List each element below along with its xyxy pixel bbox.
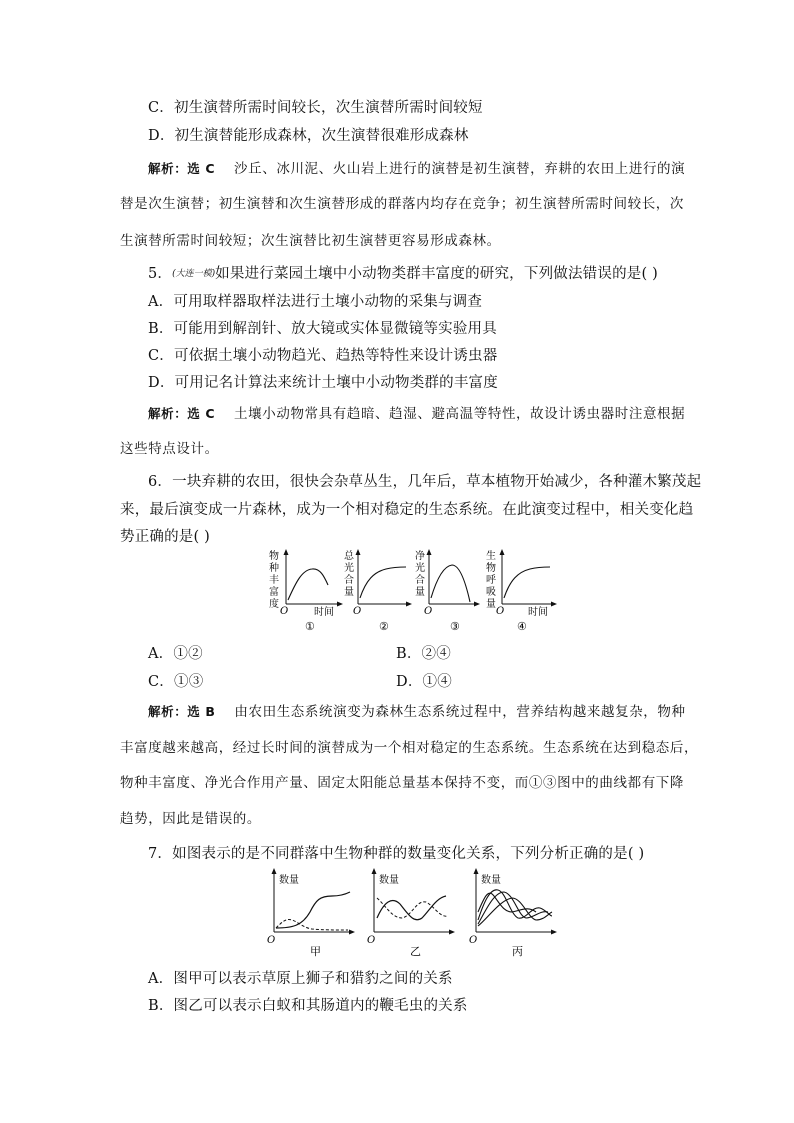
curve-rise-drop	[431, 565, 470, 602]
figure-1	[269, 549, 343, 633]
figure-number: ②	[379, 620, 389, 633]
x-axis-arrow	[349, 930, 355, 935]
analysis-lead: 解析：选 C	[148, 161, 216, 176]
option-c: C．初生演替所需时间较长，次生演替所需时间较短	[148, 100, 483, 116]
question-6-stem: 势正确的是( )	[120, 529, 211, 545]
analysis-line: 替是次生演替；初生演替和次生演替形成的群落内均存在竞争；初生演替所需时间较长，次	[120, 196, 684, 212]
figure-number: ④	[517, 620, 527, 633]
figure-4	[486, 549, 557, 633]
figure-bing	[469, 868, 557, 958]
curve-3	[478, 898, 552, 926]
figure-name: 丙	[512, 945, 523, 958]
ylabel-char: 物	[486, 563, 496, 574]
ylabel-char: 量	[486, 599, 496, 610]
option-a: A．可用取样器取样法进行土壤小动物的采集与调查	[148, 294, 483, 310]
figure-number: ①	[305, 620, 315, 633]
curve-solid	[276, 892, 350, 928]
origin-label: O	[496, 606, 505, 617]
origin-label: O	[353, 606, 362, 617]
option-b: B．②④	[396, 646, 451, 662]
y-axis-arrow	[500, 549, 505, 555]
question-5-stem	[148, 262, 658, 283]
option-d: D．初生演替能形成森林，次生演替很难形成森林	[148, 128, 469, 144]
option-a: A．①②	[148, 646, 203, 662]
ylabel-char: 合	[344, 575, 354, 586]
ylabel-char: 吸	[486, 587, 496, 598]
analysis-line	[148, 157, 685, 177]
ylabel: 数量	[279, 875, 299, 886]
ylabel-char: 净	[415, 551, 425, 562]
ylabel-char: 合	[415, 575, 425, 586]
analysis-line: 趋势，因此是错误的。	[120, 811, 261, 827]
y-axis-arrow	[356, 549, 361, 555]
ylabel-char: 量	[344, 587, 354, 598]
question-6-stem: 6．一块弃耕的农田，很快会杂草丛生，几年后，草本植物开始减少，各种灌木繁茂起	[148, 474, 702, 490]
figure-name: 甲	[310, 945, 321, 958]
y-axis-arrow	[372, 868, 377, 874]
x-axis-arrow	[449, 930, 455, 935]
figure-jia	[267, 868, 355, 958]
curve-rise-plateau	[360, 567, 406, 598]
option-d: D．可用记名计算法来统计土壤中小动物类群的丰富度	[148, 375, 498, 391]
y-axis-arrow	[272, 868, 277, 874]
ylabel-char: 丰	[269, 575, 279, 586]
ylabel-char: 总	[344, 551, 354, 562]
x-axis-arrow	[474, 602, 480, 607]
ylabel-char: 呼	[486, 575, 496, 586]
question-7-stem: 7．如图表示的是不同群落中生物种群的数量变化关系，下列分析正确的是( )	[148, 846, 645, 862]
option-b: B．图乙可以表示白蚁和其肠道内的鞭毛虫的关系	[148, 998, 468, 1014]
option-c: C．①③	[148, 674, 204, 690]
xlabel: 时间	[314, 607, 334, 618]
origin-label: O	[280, 606, 289, 617]
ylabel-char: 光	[344, 563, 354, 574]
y-axis-arrow	[427, 549, 432, 555]
x-axis-arrow	[551, 602, 557, 607]
figure-2	[344, 549, 412, 633]
source-tag: (大连一模)	[172, 269, 216, 279]
analysis-lead: 解析：选 C	[148, 406, 216, 421]
ylabel: 数量	[379, 875, 399, 886]
curve-rise-fall	[288, 569, 328, 600]
x-axis-arrow	[337, 602, 343, 607]
analysis-line	[148, 402, 685, 422]
analysis-line: 丰富度越来越高，经过长时间的演替成为一个相对稳定的生态系统。生态系统在达到稳态后，	[120, 740, 699, 756]
ylabel-char: 富	[269, 587, 279, 598]
origin-label: O	[424, 606, 433, 617]
option-d: D．①④	[396, 674, 452, 690]
origin-label: O	[367, 935, 376, 946]
y-axis-arrow	[474, 868, 479, 874]
curve-dashed	[276, 919, 348, 930]
ylabel-char: 光	[415, 563, 425, 574]
analysis-line	[148, 700, 686, 720]
analysis-text: 土壤小动物常具有趋暗、趋湿、避高温等特性，故设计诱虫器时注意根据	[234, 406, 686, 422]
curve-solid	[377, 896, 446, 920]
ylabel-char: 度	[269, 599, 279, 610]
x-axis-arrow	[406, 602, 412, 607]
analysis-line: 这些特点设计。	[120, 441, 219, 457]
question-text: 如果进行菜园土壤中小动物类群丰富度的研究，下列做法错误的是( )	[215, 266, 658, 282]
figure-yi	[367, 868, 455, 958]
analysis-lead: 解析：选 B	[148, 704, 216, 719]
analysis-line: 生演替所需时间较短；次生演替比初生演替更容易形成森林。	[120, 233, 501, 249]
ylabel-char: 生	[486, 551, 496, 562]
ylabel-char: 量	[415, 587, 425, 598]
question-6-stem: 来，最后演变成一片森林，成为一个相对稳定的生态系统。在此演变过程中，相关变化趋	[120, 502, 694, 518]
analysis-text: 沙丘、冰川泥、火山岩上进行的演替是初生演替，弃耕的农田上进行的演	[234, 161, 686, 177]
ylabel-char: 物	[269, 551, 279, 562]
figure-number: ③	[450, 620, 460, 633]
question-number: 5．	[148, 266, 173, 282]
option-a: A．图甲可以表示草原上狮子和猎豹之间的关系	[148, 971, 453, 987]
y-axis-arrow	[284, 549, 289, 555]
figure-3	[415, 549, 480, 633]
origin-label: O	[469, 935, 478, 946]
ylabel-char: 种	[269, 563, 279, 574]
q6-figures	[262, 548, 562, 636]
q7-figures	[262, 866, 562, 962]
option-c: C．可依据土壤小动物趋光、趋热等特性来设计诱虫器	[148, 348, 498, 364]
figure-name: 乙	[410, 945, 421, 958]
option-b: B．可能用到解剖针、放大镜或实体显微镜等实验用具	[148, 321, 497, 337]
ylabel: 数量	[481, 875, 501, 886]
analysis-line: 物种丰富度、净光合作用产量、固定太阳能总量基本保持不变，而①③图中的曲线都有下降	[120, 775, 684, 791]
xlabel: 时间	[528, 607, 548, 618]
origin-label: O	[267, 935, 276, 946]
x-axis-arrow	[551, 930, 557, 935]
curve-rise-plateau	[504, 567, 550, 598]
analysis-text: 由农田生态系统演变为森林生态系统过程中，营养结构越来越复杂，物种	[234, 704, 686, 720]
